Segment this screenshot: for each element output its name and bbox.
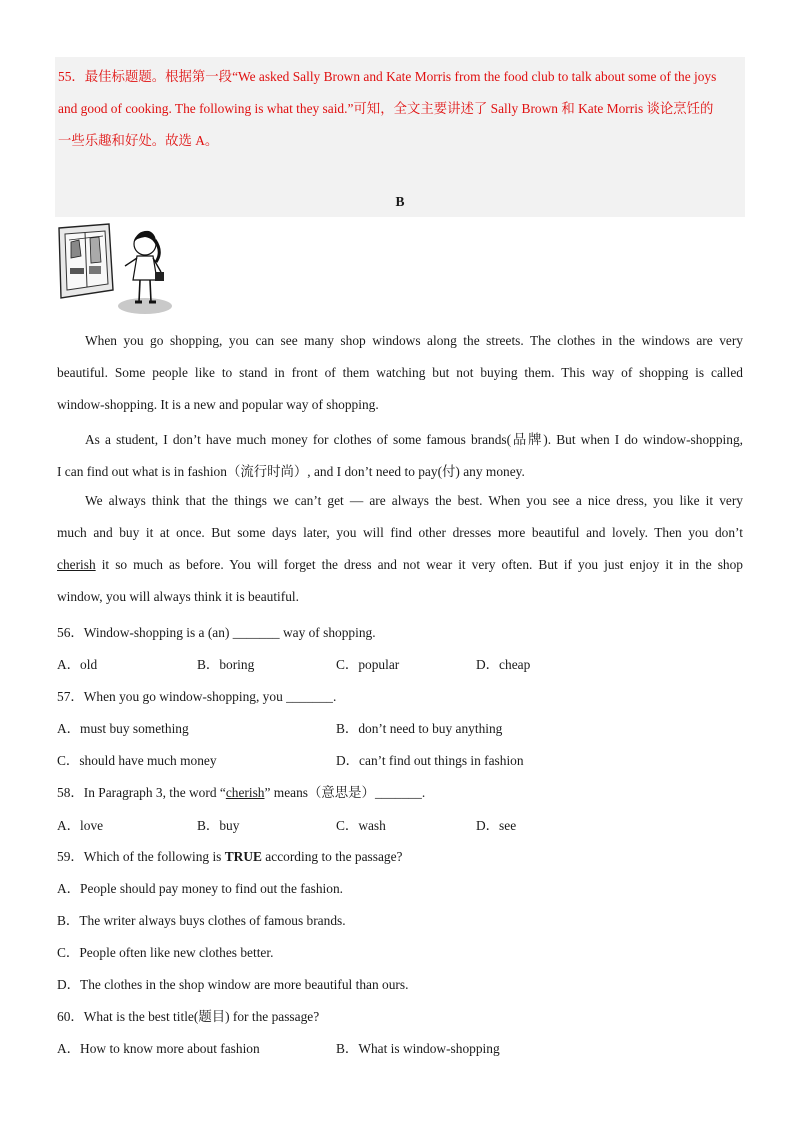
window-shopping-illustration	[57, 222, 175, 318]
q57-option-b[interactable]: B．don’t need to buy anything	[336, 721, 503, 736]
q56-option-d[interactable]: D．cheap	[476, 657, 531, 672]
passage-p1-line-2: beautiful. Some people like to stand in front of them watching but not buying them. This way of shopping is called	[57, 365, 743, 380]
passage-p3-line-2: much and buy it at once. But some days later, you will find other dresses more beautiful and lovely. Then you don’t	[57, 525, 743, 540]
q58-option-d[interactable]: D．see	[476, 818, 517, 833]
q58-option-b[interactable]: B．buy	[197, 818, 240, 833]
section-label: B	[395, 194, 405, 209]
question-60-stem: 60．What is the best title(题目) for the passage?	[57, 1009, 320, 1024]
question-59-stem	[57, 846, 403, 865]
q57-option-c[interactable]: C．should have much money	[57, 753, 217, 768]
q58-stem-pre: 58．In Paragraph 3, the word “	[57, 785, 226, 800]
q59-option-a[interactable]: A．People should pay money to find out the fashion.	[57, 881, 344, 896]
question-57-stem: 57．When you go window-shopping, you _______.	[57, 689, 337, 704]
cherish-word: cherish	[57, 557, 96, 572]
passage-p1-line-3: window-shopping. It is a new and popular way of shopping.	[57, 397, 379, 412]
q58-option-a[interactable]: A．love	[57, 818, 104, 833]
q58-stem-word: cherish	[225, 785, 265, 800]
answer-note-line-3: 一些乐趣和好处。故选 A。	[58, 133, 219, 148]
q57-option-d[interactable]: D．can’t find out things in fashion	[336, 753, 524, 768]
q57-option-a[interactable]: A．must buy something	[57, 721, 189, 736]
q59-option-d[interactable]: D．The clothes in the shop window are more beautiful than ours.	[57, 977, 409, 992]
q59-stem-bold: TRUE	[224, 849, 262, 864]
question-58-stem	[57, 782, 425, 801]
q60-option-a[interactable]: A．How to know more about fashion	[57, 1041, 260, 1056]
passage-p3-line-3-rest: it so much as before. You will forget the dress and not wear it very often. But if you just enjoy it in the shop	[95, 557, 743, 572]
passage-p3-line-4: window, you will always think it is beautiful.	[57, 589, 299, 604]
q58-stem-post: ” means（意思是）_______.	[264, 785, 426, 800]
passage-p3-line-1: We always think that the things we can’t get — are always the best. When you see a nice dress, you like it very	[85, 493, 743, 508]
q59-option-b[interactable]: B．The writer always buys clothes of famous brands.	[57, 913, 346, 928]
q58-option-c[interactable]: C．wash	[336, 818, 386, 833]
q59-stem-post: according to the passage?	[261, 849, 403, 864]
q59-stem-pre: 59．Which of the following is	[57, 849, 225, 864]
passage-p2-line-2: I can find out what is in fashion（流行时尚）, and I don’t need to pay(付) any money.	[57, 464, 525, 479]
q56-option-c[interactable]: C．popular	[336, 657, 400, 672]
q59-option-c[interactable]: C．People often like new clothes better.	[57, 945, 274, 960]
q60-option-b[interactable]: B．What is window-shopping	[336, 1041, 500, 1056]
q56-option-b[interactable]: B．boring	[197, 657, 255, 672]
answer-note-line-2: and good of cooking. The following is what they said.”可知，全文主要讲述了 Sally Brown 和 Kate Morris 谈论烹饪的	[58, 101, 714, 116]
passage-p1-line-1: When you go shopping, you can see many shop windows along the streets. The clothes in the windows are very	[85, 333, 743, 348]
q56-option-a[interactable]: A．old	[57, 657, 98, 672]
answer-note-line-1: 55．最佳标题题。根据第一段“We asked Sally Brown and Kate Morris from the food club to talk about some of the joys	[58, 69, 717, 84]
question-56-stem: 56．Window-shopping is a (an) _______ way of shopping.	[57, 625, 376, 640]
passage-p2-line-1: As a student, I don’t have much money for clothes of some famous brands(品牌). But when I do window-shopping,	[85, 432, 743, 447]
passage-p3-line-3	[57, 557, 743, 573]
